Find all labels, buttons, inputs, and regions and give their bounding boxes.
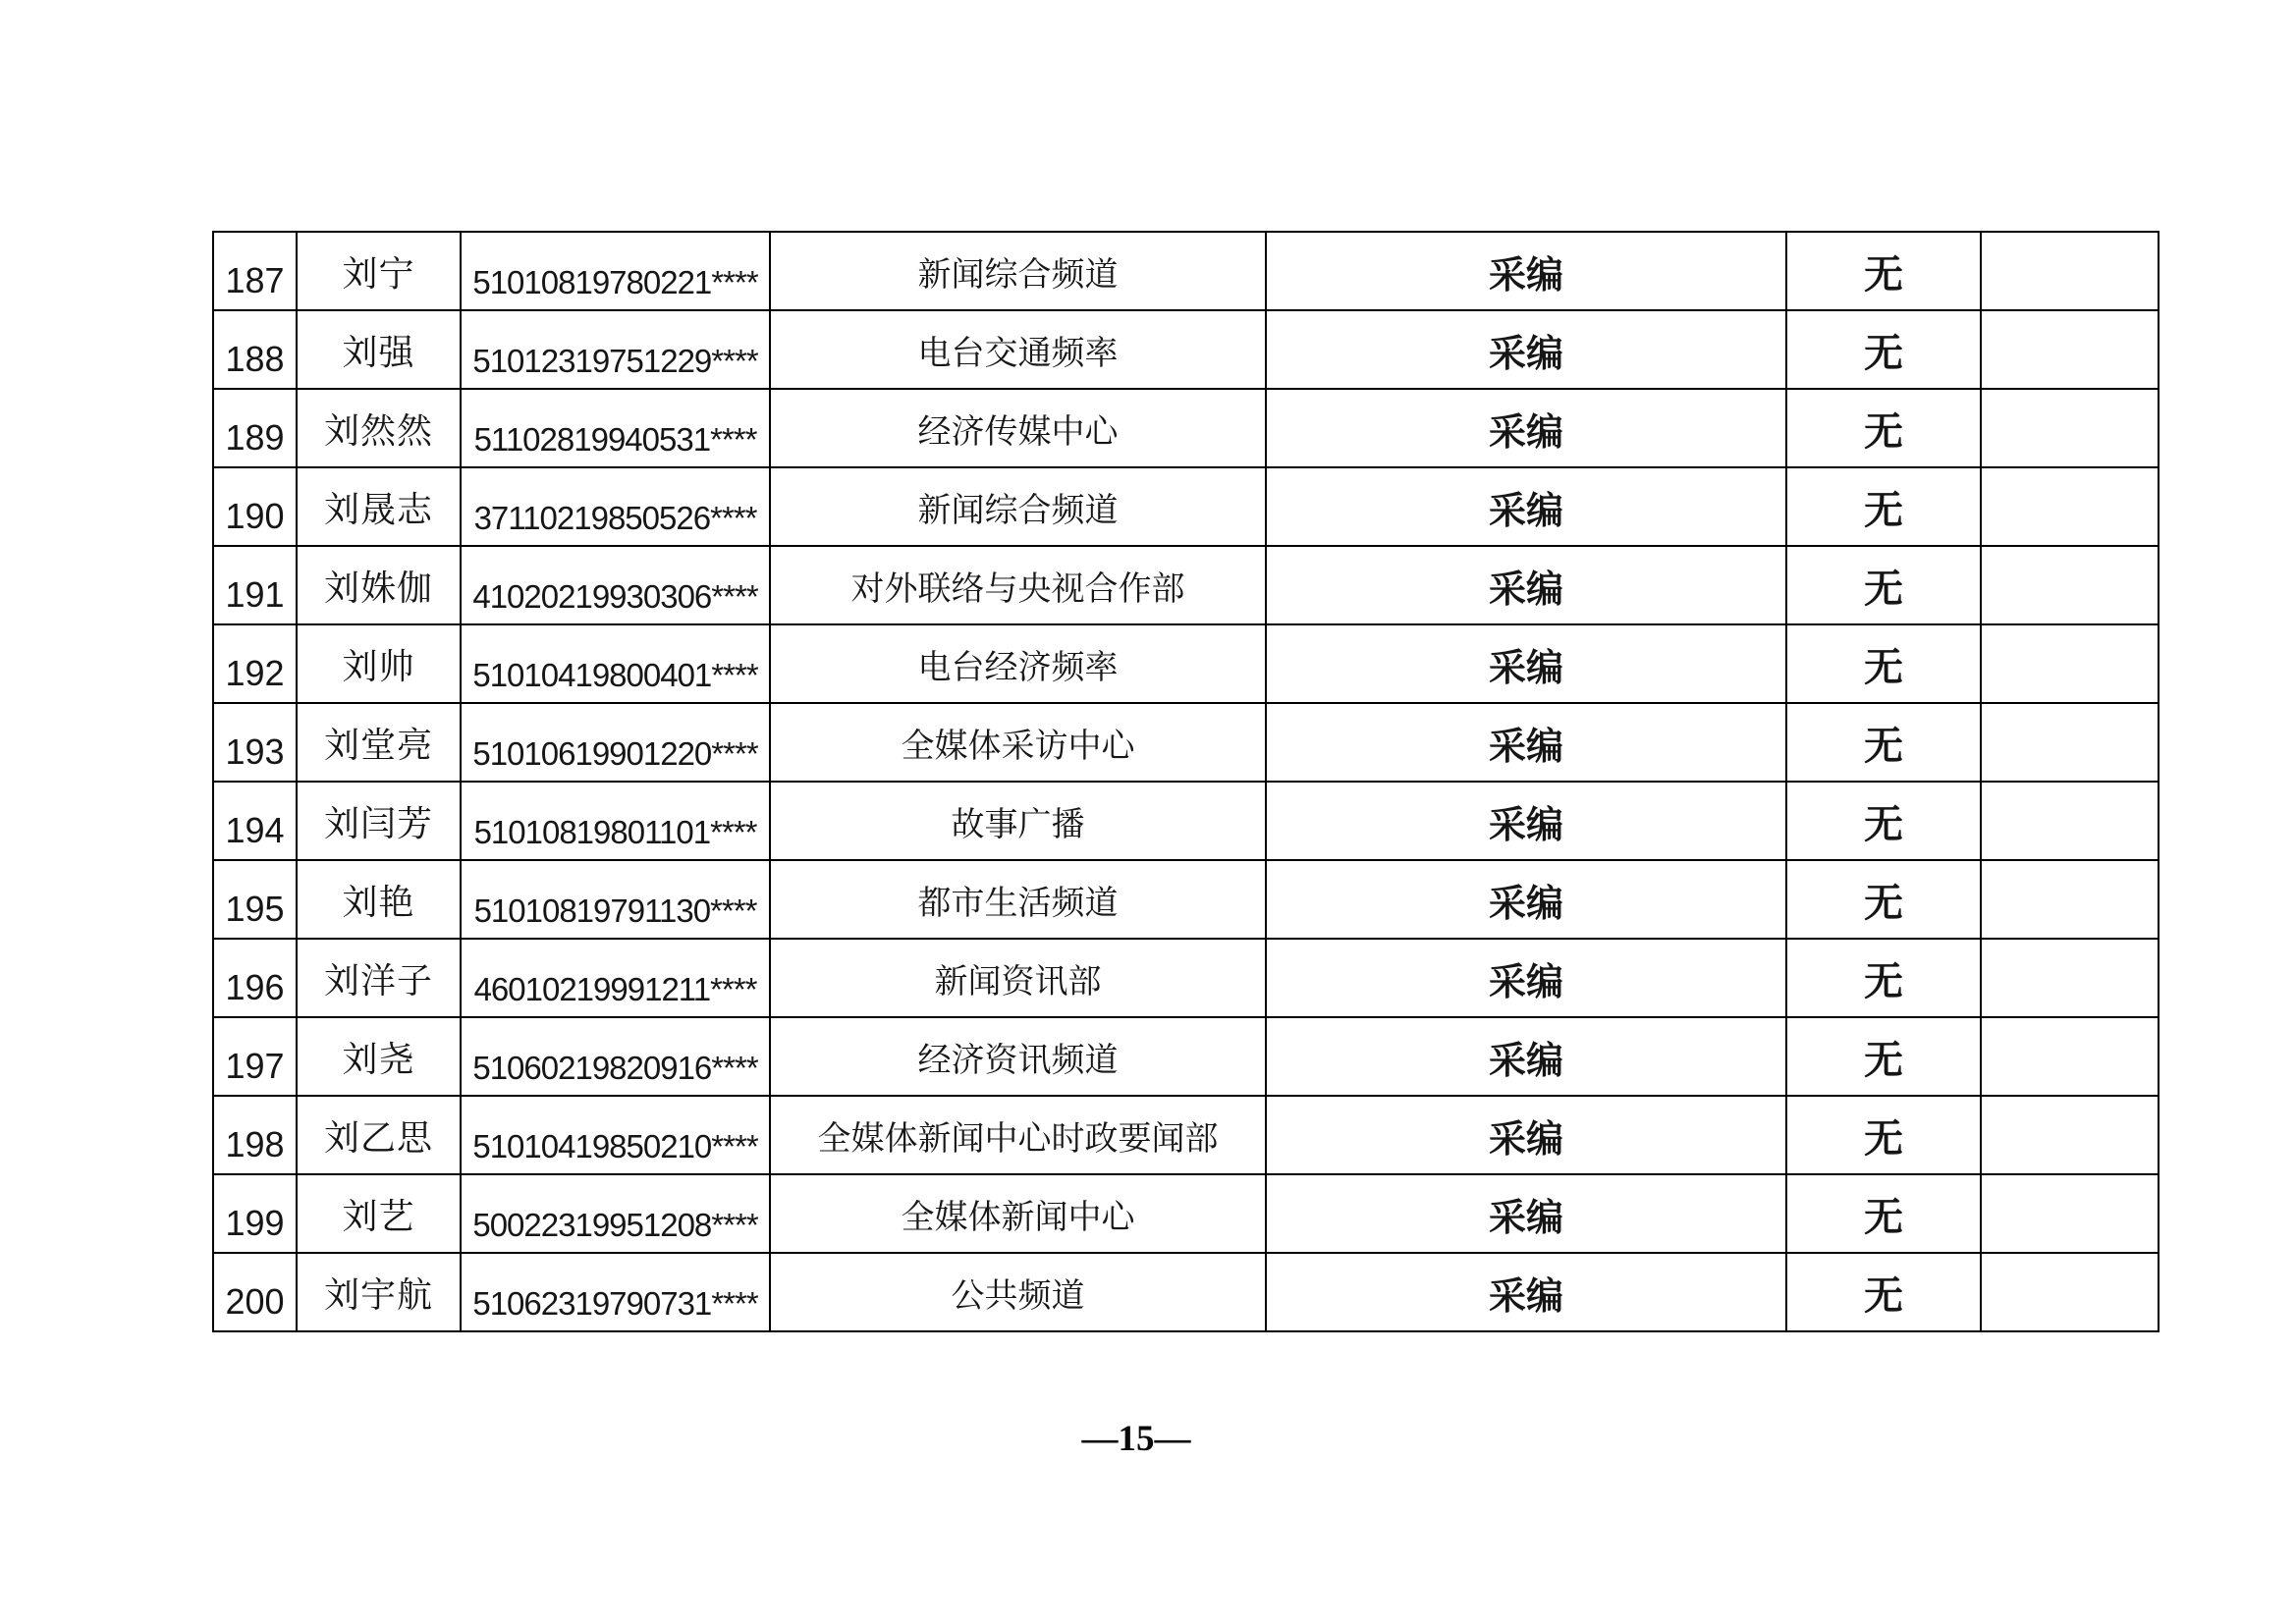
id-number-masked: 51102819940531**** bbox=[461, 389, 770, 467]
department: 新闻综合频道 bbox=[770, 467, 1266, 546]
remark-cell-empty bbox=[1981, 1096, 2159, 1174]
violation-record: 无 bbox=[1786, 1253, 1981, 1331]
remark-cell-empty bbox=[1981, 389, 2159, 467]
duty-type: 采编 bbox=[1266, 624, 1786, 703]
duty-type: 采编 bbox=[1266, 1174, 1786, 1253]
table-row bbox=[213, 310, 2159, 389]
remark-cell-empty bbox=[1981, 1174, 2159, 1253]
id-number-masked: 41020219930306**** bbox=[461, 546, 770, 624]
table-row bbox=[213, 1017, 2159, 1096]
person-name: 刘晟志 bbox=[297, 467, 461, 546]
page-number: —15— bbox=[1081, 1419, 1191, 1459]
table-row bbox=[213, 1096, 2159, 1174]
remark-cell-empty bbox=[1981, 624, 2159, 703]
violation-record: 无 bbox=[1786, 782, 1981, 860]
person-name: 刘闫芳 bbox=[297, 782, 461, 860]
violation-record: 无 bbox=[1786, 1017, 1981, 1096]
row-number: 193 bbox=[213, 703, 297, 782]
violation-record: 无 bbox=[1786, 232, 1981, 310]
person-name: 刘姝伽 bbox=[297, 546, 461, 624]
id-number-masked: 50022319951208**** bbox=[461, 1174, 770, 1253]
duty-type: 采编 bbox=[1266, 467, 1786, 546]
violation-record: 无 bbox=[1786, 389, 1981, 467]
department: 全媒体采访中心 bbox=[770, 703, 1266, 782]
person-name: 刘艺 bbox=[297, 1174, 461, 1253]
id-number-masked: 51012319751229**** bbox=[461, 310, 770, 389]
violation-record: 无 bbox=[1786, 1174, 1981, 1253]
duty-type: 采编 bbox=[1266, 310, 1786, 389]
table-row bbox=[213, 467, 2159, 546]
table-row bbox=[213, 860, 2159, 939]
person-name: 刘堂亮 bbox=[297, 703, 461, 782]
row-number: 190 bbox=[213, 467, 297, 546]
table-row bbox=[213, 389, 2159, 467]
duty-type: 采编 bbox=[1266, 389, 1786, 467]
row-number: 189 bbox=[213, 389, 297, 467]
violation-record: 无 bbox=[1786, 467, 1981, 546]
person-name: 刘宇航 bbox=[297, 1253, 461, 1331]
violation-record: 无 bbox=[1786, 703, 1981, 782]
department: 故事广播 bbox=[770, 782, 1266, 860]
person-name: 刘尧 bbox=[297, 1017, 461, 1096]
person-name: 刘宁 bbox=[297, 232, 461, 310]
remark-cell-empty bbox=[1981, 1017, 2159, 1096]
table-row bbox=[213, 232, 2159, 310]
row-number: 199 bbox=[213, 1174, 297, 1253]
remark-cell-empty bbox=[1981, 232, 2159, 310]
row-number: 196 bbox=[213, 939, 297, 1017]
department: 全媒体新闻中心 bbox=[770, 1174, 1266, 1253]
duty-type: 采编 bbox=[1266, 860, 1786, 939]
table-row bbox=[213, 1253, 2159, 1331]
id-number-masked: 46010219991211**** bbox=[461, 939, 770, 1017]
remark-cell-empty bbox=[1981, 939, 2159, 1017]
table-row bbox=[213, 939, 2159, 1017]
id-number-masked: 37110219850526**** bbox=[461, 467, 770, 546]
department: 全媒体新闻中心时政要闻部 bbox=[770, 1096, 1266, 1174]
remark-cell-empty bbox=[1981, 1253, 2159, 1331]
violation-record: 无 bbox=[1786, 546, 1981, 624]
duty-type: 采编 bbox=[1266, 232, 1786, 310]
remark-cell-empty bbox=[1981, 782, 2159, 860]
row-number: 194 bbox=[213, 782, 297, 860]
table-row bbox=[213, 703, 2159, 782]
row-number: 200 bbox=[213, 1253, 297, 1331]
department: 新闻综合频道 bbox=[770, 232, 1266, 310]
id-number-masked: 51010419850210**** bbox=[461, 1096, 770, 1174]
department: 电台经济频率 bbox=[770, 624, 1266, 703]
row-number: 197 bbox=[213, 1017, 297, 1096]
row-number: 191 bbox=[213, 546, 297, 624]
department: 都市生活频道 bbox=[770, 860, 1266, 939]
duty-type: 采编 bbox=[1266, 782, 1786, 860]
row-number: 198 bbox=[213, 1096, 297, 1174]
id-number-masked: 51060219820916**** bbox=[461, 1017, 770, 1096]
department: 公共频道 bbox=[770, 1253, 1266, 1331]
table-row bbox=[213, 782, 2159, 860]
person-name: 刘强 bbox=[297, 310, 461, 389]
id-number-masked: 51010819791130**** bbox=[461, 860, 770, 939]
row-number: 188 bbox=[213, 310, 297, 389]
department: 经济资讯频道 bbox=[770, 1017, 1266, 1096]
table-row bbox=[213, 1174, 2159, 1253]
department: 新闻资讯部 bbox=[770, 939, 1266, 1017]
duty-type: 采编 bbox=[1266, 939, 1786, 1017]
remark-cell-empty bbox=[1981, 310, 2159, 389]
table-row bbox=[213, 546, 2159, 624]
violation-record: 无 bbox=[1786, 310, 1981, 389]
person-name: 刘然然 bbox=[297, 389, 461, 467]
duty-type: 采编 bbox=[1266, 1096, 1786, 1174]
personnel-roster-table bbox=[212, 231, 2159, 1332]
remark-cell-empty bbox=[1981, 860, 2159, 939]
person-name: 刘帅 bbox=[297, 624, 461, 703]
person-name: 刘艳 bbox=[297, 860, 461, 939]
id-number-masked: 51010419800401**** bbox=[461, 624, 770, 703]
violation-record: 无 bbox=[1786, 1096, 1981, 1174]
id-number-masked: 51010619901220**** bbox=[461, 703, 770, 782]
duty-type: 采编 bbox=[1266, 1017, 1786, 1096]
remark-cell-empty bbox=[1981, 703, 2159, 782]
person-name: 刘乙思 bbox=[297, 1096, 461, 1174]
person-name: 刘洋子 bbox=[297, 939, 461, 1017]
department: 电台交通频率 bbox=[770, 310, 1266, 389]
remark-cell-empty bbox=[1981, 467, 2159, 546]
row-number: 187 bbox=[213, 232, 297, 310]
id-number-masked: 51062319790731**** bbox=[461, 1253, 770, 1331]
row-number: 195 bbox=[213, 860, 297, 939]
violation-record: 无 bbox=[1786, 939, 1981, 1017]
roster-table-body bbox=[213, 232, 2159, 1331]
violation-record: 无 bbox=[1786, 624, 1981, 703]
department: 对外联络与央视合作部 bbox=[770, 546, 1266, 624]
violation-record: 无 bbox=[1786, 860, 1981, 939]
duty-type: 采编 bbox=[1266, 703, 1786, 782]
row-number: 192 bbox=[213, 624, 297, 703]
table-row bbox=[213, 624, 2159, 703]
id-number-masked: 51010819780221**** bbox=[461, 232, 770, 310]
remark-cell-empty bbox=[1981, 546, 2159, 624]
duty-type: 采编 bbox=[1266, 1253, 1786, 1331]
id-number-masked: 51010819801101**** bbox=[461, 782, 770, 860]
department: 经济传媒中心 bbox=[770, 389, 1266, 467]
duty-type: 采编 bbox=[1266, 546, 1786, 624]
